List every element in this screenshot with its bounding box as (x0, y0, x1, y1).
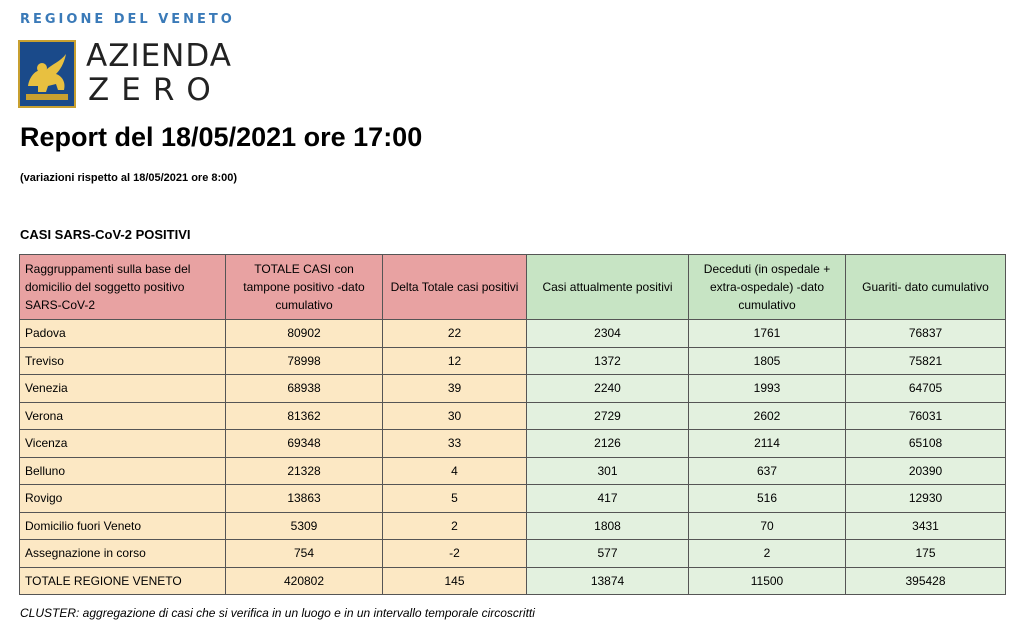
cell-group: Vicenza (20, 430, 226, 458)
cell-delta: -2 (383, 540, 527, 568)
cell-deceased: 2602 (689, 402, 846, 430)
cell-group: Padova (20, 320, 226, 348)
cell-group: Assegnazione in corso (20, 540, 226, 568)
cell-total-cases: 13863 (226, 485, 383, 513)
cell-delta: 30 (383, 402, 527, 430)
cell-deceased: 1761 (689, 320, 846, 348)
cell-recovered: 64705 (846, 375, 1006, 403)
lion-of-saint-mark-emblem (18, 40, 76, 108)
table-row (20, 402, 1006, 430)
cell-delta: 12 (383, 347, 527, 375)
column-header-delta: Delta Totale casi positivi (383, 255, 527, 320)
cell-active-cases: 417 (527, 485, 689, 513)
cell-deceased: 2114 (689, 430, 846, 458)
report-subtitle: (variazioni rispetto al 18/05/2021 ore 8:00) (20, 172, 238, 184)
cell-group: Treviso (20, 347, 226, 375)
report-title: Report del 18/05/2021 ore 17:00 (20, 122, 423, 152)
cell-group: Venezia (20, 375, 226, 403)
cell-group: Verona (20, 402, 226, 430)
cell-delta: 5 (383, 485, 527, 513)
cell-delta: 33 (383, 430, 527, 458)
cell-total-cases: 754 (226, 540, 383, 568)
cell-group: Rovigo (20, 485, 226, 513)
cell-active-cases: 577 (527, 540, 689, 568)
cell-delta: 4 (383, 457, 527, 485)
cell-total-cases: 78998 (226, 347, 383, 375)
cell-deceased: 1805 (689, 347, 846, 375)
cell-recovered: 76837 (846, 320, 1006, 348)
table-row (20, 540, 1006, 568)
cell-active-cases: 13874 (527, 567, 689, 595)
cell-delta: 145 (383, 567, 527, 595)
column-header-total-cases: TOTALE CASI con tampone positivo -dato cumulativo (226, 255, 383, 320)
cell-recovered: 395428 (846, 567, 1006, 595)
cell-recovered: 175 (846, 540, 1006, 568)
org-name-line2: ZERO (88, 72, 223, 108)
cell-active-cases: 2240 (527, 375, 689, 403)
table-row (20, 320, 1006, 348)
cell-recovered: 12930 (846, 485, 1006, 513)
cell-active-cases: 301 (527, 457, 689, 485)
cell-total-cases: 69348 (226, 430, 383, 458)
column-header-deceased: Deceduti (in ospedale + extra-ospedale) -dato cumulativo (689, 255, 846, 320)
cell-delta: 2 (383, 512, 527, 540)
section-title: CASI SARS-CoV-2 POSITIVI (20, 227, 191, 242)
cell-delta: 39 (383, 375, 527, 403)
cell-total-cases: 420802 (226, 567, 383, 595)
cell-active-cases: 1808 (527, 512, 689, 540)
region-name: REGIONE DEL VENETO (20, 12, 235, 27)
cell-deceased: 637 (689, 457, 846, 485)
org-name-line1: AZIENDA (86, 38, 232, 74)
column-header-group: Raggruppamenti sulla base del domicilio del soggetto positivo SARS-CoV-2 (20, 255, 226, 320)
cell-deceased: 11500 (689, 567, 846, 595)
table-row (20, 347, 1006, 375)
table-row (20, 375, 1006, 403)
cell-group: Domicilio fuori Veneto (20, 512, 226, 540)
table-row (20, 430, 1006, 458)
cell-total-cases: 21328 (226, 457, 383, 485)
cell-active-cases: 2304 (527, 320, 689, 348)
table-body (20, 320, 1006, 595)
cell-group: TOTALE REGIONE VENETO (20, 567, 226, 595)
column-header-active-cases: Casi attualmente positivi (527, 255, 689, 320)
cell-recovered: 20390 (846, 457, 1006, 485)
table-row (20, 512, 1006, 540)
cell-recovered: 3431 (846, 512, 1006, 540)
cell-total-cases: 5309 (226, 512, 383, 540)
cell-recovered: 75821 (846, 347, 1006, 375)
cell-delta: 22 (383, 320, 527, 348)
cell-deceased: 516 (689, 485, 846, 513)
cell-active-cases: 1372 (527, 347, 689, 375)
cell-recovered: 65108 (846, 430, 1006, 458)
table-row (20, 567, 1006, 595)
cell-recovered: 76031 (846, 402, 1006, 430)
table-row (20, 457, 1006, 485)
column-header-recovered: Guariti- dato cumulativo (846, 255, 1006, 320)
positive-cases-table (19, 254, 1006, 595)
cluster-footnote: CLUSTER: aggregazione di casi che si verifica in un luogo e in un intervallo temporale circoscritti (20, 606, 535, 620)
table-header-row (20, 255, 1006, 320)
cell-deceased: 1993 (689, 375, 846, 403)
cell-group: Belluno (20, 457, 226, 485)
cell-active-cases: 2729 (527, 402, 689, 430)
cell-deceased: 70 (689, 512, 846, 540)
cell-deceased: 2 (689, 540, 846, 568)
cell-total-cases: 81362 (226, 402, 383, 430)
cell-total-cases: 68938 (226, 375, 383, 403)
table-row (20, 485, 1006, 513)
cell-total-cases: 80902 (226, 320, 383, 348)
cell-active-cases: 2126 (527, 430, 689, 458)
